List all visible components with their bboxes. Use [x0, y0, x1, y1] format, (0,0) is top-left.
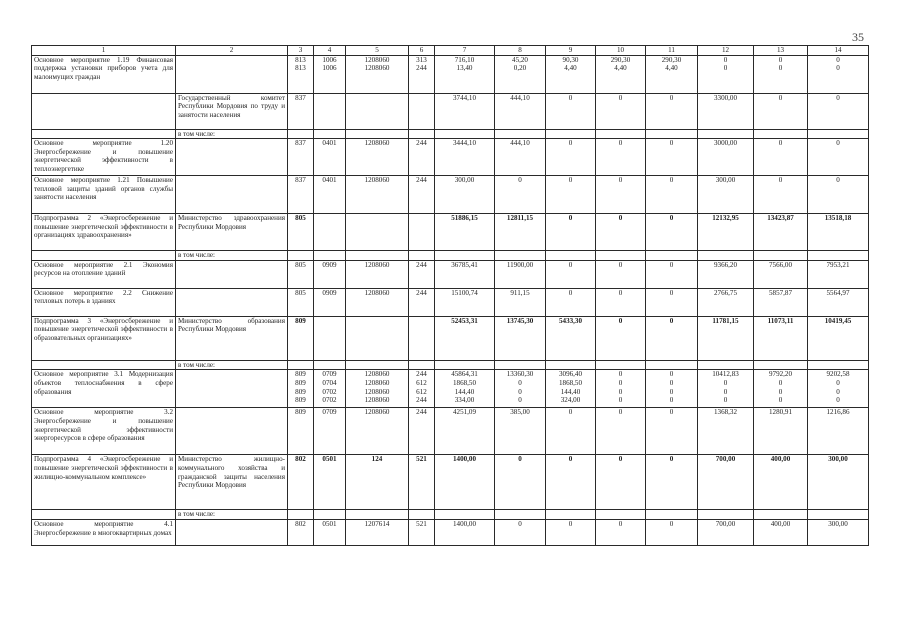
cell-vr	[409, 360, 435, 370]
cell-y2015: 90,30 4,40	[546, 55, 596, 93]
cell-y2017: 290,30 4,40	[646, 55, 698, 93]
header-cell-y2015: 9	[546, 46, 596, 56]
cell-y2020	[808, 510, 869, 520]
cell-grbs: 813 813	[288, 55, 314, 93]
cell-rzpr: 0909	[314, 288, 346, 316]
cell-y2014: 0	[495, 455, 546, 510]
cell-csr: 1208060 1208060 1208060 1208060	[346, 370, 409, 408]
cell-grbs: 809	[288, 316, 314, 360]
budget-table	[31, 45, 869, 546]
cell-y2017: 0	[646, 408, 698, 455]
cell-csr: 1208060	[346, 176, 409, 214]
cell-y2019: 0	[754, 176, 808, 214]
cell-y2017	[646, 251, 698, 261]
cell-y2018: 1368,32	[698, 408, 754, 455]
cell-y2020: 13518,18	[808, 214, 869, 251]
table-row	[32, 214, 869, 251]
cell-y2019: 0	[754, 139, 808, 176]
cell-y2015	[546, 251, 596, 261]
cell-y2020	[808, 360, 869, 370]
cell-y2018: 0 0	[698, 55, 754, 93]
cell-y2017: 0	[646, 316, 698, 360]
cell-name	[32, 93, 176, 129]
cell-csr	[346, 93, 409, 129]
cell-vr: 244	[409, 288, 435, 316]
cell-y2014: 11900,00	[495, 260, 546, 288]
cell-csr: 1208060	[346, 139, 409, 176]
cell-y2014	[495, 129, 546, 139]
cell-total	[435, 251, 495, 261]
cell-grbs: 809 809 809 809	[288, 370, 314, 408]
table-row	[32, 455, 869, 510]
cell-y2015: 0	[546, 260, 596, 288]
cell-name: Основное мероприятие 1.19 Финансовая поддержка установки приборов учета для малоимущих граждан	[32, 55, 176, 93]
cell-y2017: 0	[646, 139, 698, 176]
header-cell-y2020: 14	[808, 46, 869, 56]
cell-y2016: 0	[596, 214, 646, 251]
cell-y2020: 5564,97	[808, 288, 869, 316]
cell-vr	[409, 129, 435, 139]
cell-y2020: 0 0	[808, 55, 869, 93]
cell-responsible: в том числе:	[176, 360, 288, 370]
cell-rzpr	[314, 251, 346, 261]
cell-y2020: 10419,45	[808, 316, 869, 360]
cell-rzpr: 0501	[314, 455, 346, 510]
cell-y2014: 444,10	[495, 139, 546, 176]
cell-vr: 521	[409, 455, 435, 510]
cell-y2015: 0	[546, 139, 596, 176]
cell-rzpr	[314, 214, 346, 251]
header-cell-csr: 5	[346, 46, 409, 56]
header-cell-y2019: 13	[754, 46, 808, 56]
cell-y2018	[698, 251, 754, 261]
cell-grbs	[288, 129, 314, 139]
cell-y2017: 0	[646, 176, 698, 214]
cell-y2015: 0	[546, 408, 596, 455]
cell-y2018: 3300,00	[698, 93, 754, 129]
cell-y2019: 9792,20 0 0 0	[754, 370, 808, 408]
cell-rzpr	[314, 93, 346, 129]
cell-name: Подпрограмма 3 «Энергосбережение и повышение энергетической эффективности в образовательных организациях»	[32, 316, 176, 360]
cell-y2016: 0	[596, 288, 646, 316]
table-row	[32, 288, 869, 316]
cell-y2015: 0	[546, 288, 596, 316]
table-row	[32, 360, 869, 370]
table-row	[32, 510, 869, 520]
cell-y2018: 2766,75	[698, 288, 754, 316]
cell-y2017: 0	[646, 93, 698, 129]
cell-total: 716,10 13,40	[435, 55, 495, 93]
cell-y2020: 0	[808, 139, 869, 176]
header-cell-rzpr: 4	[314, 46, 346, 56]
cell-y2018: 10412,83 0 0 0	[698, 370, 754, 408]
cell-grbs: 802	[288, 455, 314, 510]
cell-csr	[346, 510, 409, 520]
cell-y2018	[698, 360, 754, 370]
cell-total: 15100,74	[435, 288, 495, 316]
cell-name: Основное мероприятие 1.20 Энергосбережение и повышение энергетической эффективности в теплоэнергетике	[32, 139, 176, 176]
cell-name: Подпрограмма 4 «Энергосбережение и повышение энергетической эффективности в жилищно-коммунальном комплексе»	[32, 455, 176, 510]
cell-y2015	[546, 360, 596, 370]
cell-grbs	[288, 360, 314, 370]
cell-csr: 1208060	[346, 408, 409, 455]
cell-y2016	[596, 510, 646, 520]
cell-responsible	[176, 370, 288, 408]
cell-csr: 1208060 1208060	[346, 55, 409, 93]
cell-y2018: 9366,20	[698, 260, 754, 288]
cell-y2019	[754, 251, 808, 261]
cell-vr: 244	[409, 260, 435, 288]
cell-y2016	[596, 129, 646, 139]
header-cell-y2014: 8	[495, 46, 546, 56]
header-cell-y2018: 12	[698, 46, 754, 56]
table-row	[32, 55, 869, 93]
cell-vr: 244	[409, 408, 435, 455]
cell-y2017: 0	[646, 288, 698, 316]
cell-csr: 1208060	[346, 260, 409, 288]
cell-grbs: 805	[288, 288, 314, 316]
cell-y2016: 0	[596, 139, 646, 176]
cell-name	[32, 360, 176, 370]
cell-y2017: 0	[646, 519, 698, 545]
cell-csr: 124	[346, 455, 409, 510]
cell-y2016: 0	[596, 316, 646, 360]
cell-responsible: Министерство образования Республики Мордовия	[176, 316, 288, 360]
header-cell-name: 1	[32, 46, 176, 56]
cell-rzpr: 0909	[314, 260, 346, 288]
cell-y2019: 13423,87	[754, 214, 808, 251]
cell-y2019	[754, 129, 808, 139]
cell-total: 300,00	[435, 176, 495, 214]
cell-name: Основное мероприятие 1.21 Повышение тепловой защиты зданий органов службы занятости населения	[32, 176, 176, 214]
cell-y2015: 0	[546, 455, 596, 510]
table-row	[32, 251, 869, 261]
cell-total: 1400,00	[435, 455, 495, 510]
cell-y2016: 0	[596, 455, 646, 510]
cell-rzpr	[314, 129, 346, 139]
cell-grbs: 805	[288, 260, 314, 288]
cell-csr: 1208060	[346, 288, 409, 316]
cell-y2015: 5433,30	[546, 316, 596, 360]
cell-name: Основное мероприятие 2.2 Снижение тепловых потерь в зданиях	[32, 288, 176, 316]
cell-name: Основное мероприятие 4.1 Энергосбережение в многоквартирных домах	[32, 519, 176, 545]
cell-y2015	[546, 129, 596, 139]
cell-responsible: в том числе:	[176, 251, 288, 261]
cell-grbs: 805	[288, 214, 314, 251]
cell-y2014	[495, 510, 546, 520]
table-row	[32, 176, 869, 214]
cell-y2016	[596, 360, 646, 370]
cell-y2020: 9202,58 0 0 0	[808, 370, 869, 408]
cell-y2016: 0	[596, 408, 646, 455]
cell-name: Подпрограмма 2 «Энергосбережение и повышение энергетической эффективности в организациях здравоохранения»	[32, 214, 176, 251]
cell-y2015: 0	[546, 93, 596, 129]
table-row	[32, 408, 869, 455]
cell-y2015: 0	[546, 519, 596, 545]
cell-y2018: 3000,00	[698, 139, 754, 176]
cell-y2014: 385,00	[495, 408, 546, 455]
cell-y2019: 11073,11	[754, 316, 808, 360]
cell-grbs: 837	[288, 139, 314, 176]
cell-responsible	[176, 139, 288, 176]
cell-csr	[346, 129, 409, 139]
cell-csr	[346, 316, 409, 360]
cell-responsible	[176, 408, 288, 455]
cell-grbs: 837	[288, 93, 314, 129]
cell-y2015: 0	[546, 176, 596, 214]
cell-y2016: 0	[596, 260, 646, 288]
cell-y2019: 400,00	[754, 519, 808, 545]
cell-vr: 244	[409, 139, 435, 176]
cell-name	[32, 129, 176, 139]
cell-y2014: 0	[495, 519, 546, 545]
cell-responsible: в том числе:	[176, 129, 288, 139]
cell-name: Основное мероприятие 2.1 Экономия ресурсов на отопление зданий	[32, 260, 176, 288]
header-row	[32, 46, 869, 56]
cell-grbs: 802	[288, 519, 314, 545]
cell-y2020: 7953,21	[808, 260, 869, 288]
cell-y2015: 3096,40 1868,50 144,40 324,00	[546, 370, 596, 408]
cell-y2014: 0	[495, 176, 546, 214]
cell-responsible	[176, 288, 288, 316]
cell-y2014: 45,20 0,20	[495, 55, 546, 93]
cell-y2017: 0	[646, 260, 698, 288]
cell-y2018: 700,00	[698, 519, 754, 545]
cell-total: 45864,31 1868,50 144,40 334,00	[435, 370, 495, 408]
header-cell-vr: 6	[409, 46, 435, 56]
page-number: 35	[852, 30, 864, 44]
cell-y2017: 0	[646, 214, 698, 251]
cell-responsible: Государственный комитет Республики Мордовия по труду и занятости населения	[176, 93, 288, 129]
cell-y2018	[698, 129, 754, 139]
table-row	[32, 316, 869, 360]
table-row	[32, 139, 869, 176]
cell-responsible	[176, 260, 288, 288]
cell-y2020	[808, 251, 869, 261]
cell-rzpr: 1006 1006	[314, 55, 346, 93]
table-row	[32, 260, 869, 288]
cell-y2017: 0	[646, 455, 698, 510]
cell-grbs	[288, 251, 314, 261]
cell-vr	[409, 214, 435, 251]
cell-rzpr	[314, 360, 346, 370]
cell-y2014: 13360,30 0 0 0	[495, 370, 546, 408]
cell-y2016: 0	[596, 93, 646, 129]
cell-total: 36785,41	[435, 260, 495, 288]
cell-y2020: 1216,86	[808, 408, 869, 455]
cell-vr	[409, 93, 435, 129]
cell-name: Основное мероприятие 3.2 Энергосбережение и повышение энергетической эффективности энергоресурсов в сфере образования	[32, 408, 176, 455]
cell-responsible: в том числе:	[176, 510, 288, 520]
cell-total: 1400,00	[435, 519, 495, 545]
cell-y2019: 0	[754, 93, 808, 129]
cell-y2020: 0	[808, 176, 869, 214]
cell-responsible	[176, 176, 288, 214]
cell-name	[32, 510, 176, 520]
cell-y2014	[495, 360, 546, 370]
table-row	[32, 370, 869, 408]
cell-name: Основное мероприятие 3.1 Модернизация объектов теплоснабжения в сфере образования	[32, 370, 176, 408]
cell-rzpr: 0709	[314, 408, 346, 455]
cell-y2016: 0	[596, 176, 646, 214]
cell-y2017: 0 0 0 0	[646, 370, 698, 408]
cell-total: 51886,15	[435, 214, 495, 251]
cell-y2016: 0 0 0 0	[596, 370, 646, 408]
cell-y2020	[808, 129, 869, 139]
cell-y2014	[495, 251, 546, 261]
cell-y2019: 0 0	[754, 55, 808, 93]
cell-y2018: 12132,95	[698, 214, 754, 251]
cell-y2019: 1280,91	[754, 408, 808, 455]
cell-y2014: 911,15	[495, 288, 546, 316]
cell-y2018: 300,00	[698, 176, 754, 214]
cell-y2016: 0	[596, 519, 646, 545]
cell-grbs: 837	[288, 176, 314, 214]
cell-total: 52453,31	[435, 316, 495, 360]
cell-y2020: 300,00	[808, 455, 869, 510]
cell-name	[32, 251, 176, 261]
table-row	[32, 519, 869, 545]
cell-vr: 521	[409, 519, 435, 545]
cell-rzpr	[314, 510, 346, 520]
cell-y2019	[754, 510, 808, 520]
cell-y2020: 300,00	[808, 519, 869, 545]
header-cell-responsible: 2	[176, 46, 288, 56]
header-cell-grbs: 3	[288, 46, 314, 56]
cell-rzpr: 0401	[314, 139, 346, 176]
cell-total	[435, 360, 495, 370]
cell-y2019: 7566,00	[754, 260, 808, 288]
cell-rzpr: 0501	[314, 519, 346, 545]
cell-y2019: 400,00	[754, 455, 808, 510]
cell-y2020: 0	[808, 93, 869, 129]
cell-y2016: 290,30 4,40	[596, 55, 646, 93]
cell-csr	[346, 360, 409, 370]
cell-total: 3744,10	[435, 93, 495, 129]
cell-responsible: Министерство жилищно-коммунального хозяйства и гражданской защиты населения Республики Мордовия	[176, 455, 288, 510]
cell-y2018: 700,00	[698, 455, 754, 510]
cell-y2018	[698, 510, 754, 520]
cell-responsible	[176, 55, 288, 93]
cell-grbs: 809	[288, 408, 314, 455]
cell-vr: 244 612 612 244	[409, 370, 435, 408]
cell-y2015: 0	[546, 214, 596, 251]
cell-responsible: Министерство здравоохранения Республики Мордовия	[176, 214, 288, 251]
cell-y2015	[546, 510, 596, 520]
cell-grbs	[288, 510, 314, 520]
cell-total: 4251,09	[435, 408, 495, 455]
table-row	[32, 93, 869, 129]
cell-y2017	[646, 129, 698, 139]
header-cell-total: 7	[435, 46, 495, 56]
cell-y2017	[646, 510, 698, 520]
cell-total: 3444,10	[435, 139, 495, 176]
cell-rzpr: 0401	[314, 176, 346, 214]
cell-csr: 1207614	[346, 519, 409, 545]
header-cell-y2017: 11	[646, 46, 698, 56]
cell-rzpr: 0709 0704 0702 0702	[314, 370, 346, 408]
cell-csr	[346, 214, 409, 251]
header-cell-y2016: 10	[596, 46, 646, 56]
cell-y2019: 5857,87	[754, 288, 808, 316]
cell-vr: 244	[409, 176, 435, 214]
cell-responsible	[176, 519, 288, 545]
cell-y2014: 444,10	[495, 93, 546, 129]
cell-y2018: 11781,15	[698, 316, 754, 360]
cell-total	[435, 510, 495, 520]
cell-y2016	[596, 251, 646, 261]
cell-rzpr	[314, 316, 346, 360]
cell-y2014: 12811,15	[495, 214, 546, 251]
cell-y2017	[646, 360, 698, 370]
cell-vr	[409, 251, 435, 261]
cell-vr	[409, 510, 435, 520]
cell-y2019	[754, 360, 808, 370]
cell-vr: 313 244	[409, 55, 435, 93]
table-row	[32, 129, 869, 139]
cell-csr	[346, 251, 409, 261]
cell-vr	[409, 316, 435, 360]
cell-total	[435, 129, 495, 139]
cell-y2014: 13745,30	[495, 316, 546, 360]
